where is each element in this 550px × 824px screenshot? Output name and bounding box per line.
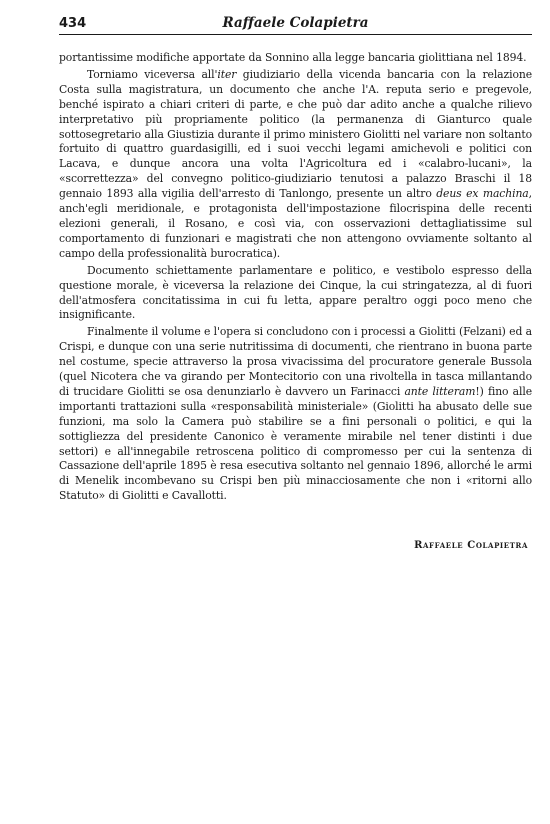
page-header (59, 14, 532, 35)
text-run: , anch'egli meridionale, e protagonista dell'impostazione filocrispina delle recenti elezioni generali, il Rosano, e così via, con osservazioni dettagliatissime sul comportamento di funzionari e magistrati che non attengono ovviamente soltanto al campo della professionalità burocratica). (59, 187, 532, 260)
text-run: portantissime modifiche apportate da Sonnino alla legge bancaria giolittiana nel 1894. (59, 51, 527, 64)
running-head: Raffaele Colapietra (222, 15, 369, 31)
italic-run: iter (217, 67, 237, 81)
paragraph-p2 (59, 68, 532, 262)
page-number: 434 (59, 16, 87, 31)
italic-run: ante litteram (404, 384, 476, 398)
text-run: !) fino alle importanti trattazioni sulla «responsabilità ministeriale» (Giolitti ha abusato delle sue funzioni, ma solo la Camera può stabilire se a fini personali o politici, e qui la sottigliezza del presidente Canonico è veramente mirabile nel tener distinti i due settori) e all'innegabile retroscena politico di compromesso per cui la sentenza di Cassazione dell'aprile 1895 è resa esecutiva soltanto nel gennaio 1896, allorché le armi di Menelik incombevano su Crispi ben più minacciosamente che non i «ritorni allo Statuto» di Giolitti e Cavallotti. (59, 384, 532, 503)
paragraph-p1 (59, 51, 532, 66)
italic-run: deus ex machina (436, 187, 529, 201)
paragraph-p3 (59, 264, 532, 324)
body-text (59, 51, 532, 504)
paragraph-p4 (59, 325, 532, 504)
text-run: Finalmente il volume e l'opera si concludono con i processi a Giolitti (Felzani) ed a Crispi, e dunque con una serie nutritissima di documenti, che rientrano in buona parte nel costume, specie attraverso la prosa vivacissima del procuratore generale Bussola (quel Nicotera che va girando per Montecitorio con una rivoltella in tasca millantando di trucidare Giolitti se osa denunziarlo è davvero un Farinacci (59, 325, 532, 398)
author-signature: Raffaele Colapietra (414, 540, 528, 551)
text-run: giudiziario della vicenda bancaria con la relazione Costa sulla magistratura, un documento che anche l'A. reputa serio e pregevole, benché ispirato a chiari criteri di parte, e che può dar adito anche a qualche rilievo interpretativo più propriamente politico (la permanenza di Gianturco quale sottosegretario alla Giustizia durante il primo ministero Giolitti nel variare non soltanto fortuito di quattro guardasigilli, ed i suoi vecchi legami amichevoli e politici con Lacava, e dunque ancora una volta l'Agricoltura ed i «calabro-lucani», la «scorrettezza» del convegno politico-giudiziario tenutosi a palazzo Braschi il 18 gennaio 1893 alla vigilia dell'arresto di Tanlongo, presente un altro (59, 67, 532, 201)
text-run: Torniamo viceversa all' (87, 67, 218, 81)
text-run: Documento schiettamente parlamentare e politico, e vestibolo espresso della questione morale, è viceversa la relazione dei Cinque, la cui stringatezza, al di fuori dell'atmosfera concitatissima in cui fu letta, appare peraltro oggi poco meno che insignificante. (59, 263, 532, 322)
